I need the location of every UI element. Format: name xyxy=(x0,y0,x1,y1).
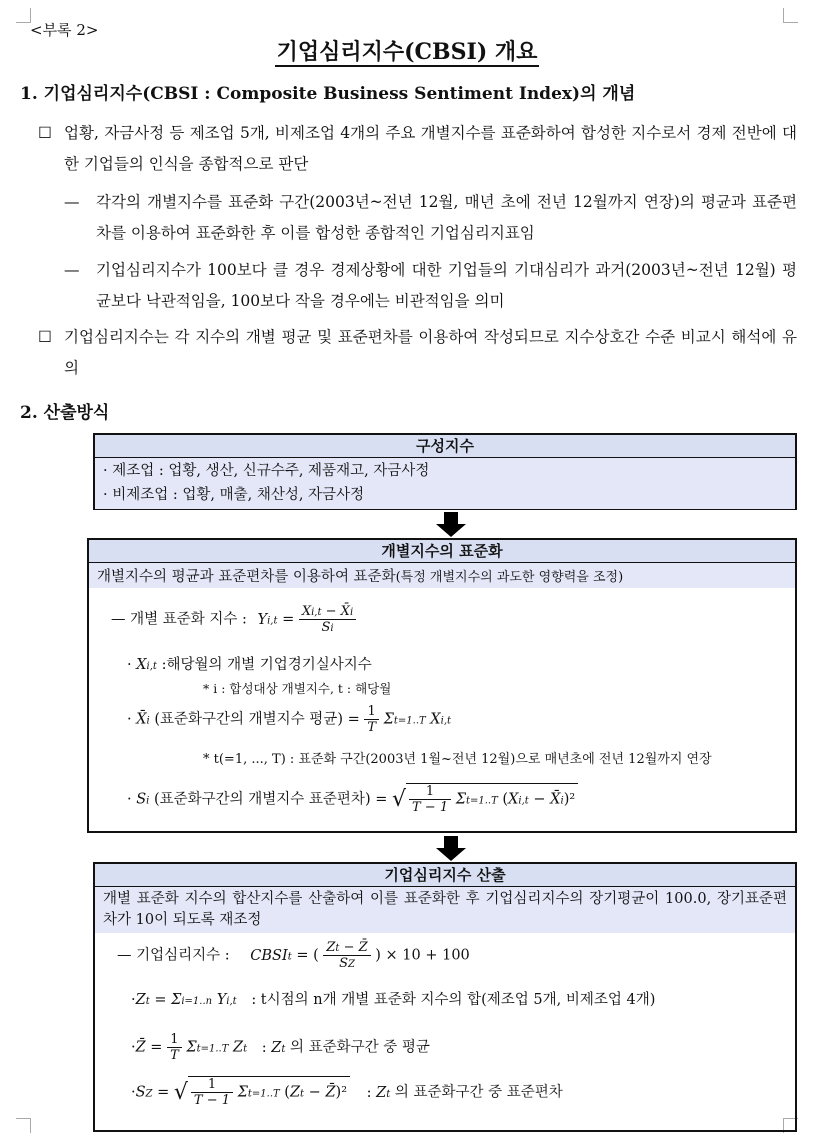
box-header: 개별지수의 표준화 xyxy=(89,540,795,563)
cbsi-calculation-box xyxy=(93,862,797,1132)
components-box xyxy=(93,433,797,510)
page-title: 기업심리지수(CBSI) 개요 xyxy=(276,39,538,65)
cbsi-formula: — 기업심리지수 : CBSIt = ( $\frac{Zt - Z̄}{SZ}$ ) × 10 + 100 xyxy=(117,940,470,971)
individual-index-formula: — 개별 표준화 지수 : Yi,t = $\frac{Xi,t - X̄i}{Si}$ xyxy=(111,604,356,635)
checkbox-bullet-icon: ☐ xyxy=(38,124,52,142)
z-definition: ·Zt = Σi=1..n Yi,t : t시점의 n개 개별 표준화 지수의 합(제조업 5개, 비제조업 4개) xyxy=(131,992,656,1008)
down-arrow-icon xyxy=(436,836,466,861)
dash-bullet: — xyxy=(64,261,80,279)
dash-bullet: — xyxy=(64,193,80,211)
x-definition: · Xi,t :해당월의 개별 기업경기실사지수 xyxy=(127,657,372,673)
bullet-paragraph xyxy=(38,322,797,384)
nonmanufacturing-line: · 비제조업 : 업황, 매출, 채산성, 자금사정 xyxy=(103,487,365,503)
paragraph-text: 각각의 개별지수를 표준화 구간(2003년~전년 12월, 매년 초에 전년 12월까지 연장)의 평균과 표준편차를 이용하여 표준화한 후 이를 합성한 종합적인 기업심리지표임 xyxy=(96,193,797,242)
corner-mark xyxy=(783,8,798,23)
appendix-label: <부록 2> xyxy=(30,21,99,39)
box-header: 기업심리지수 산출 xyxy=(95,864,795,887)
section1-heading: 1. 기업심리지수(CBSI : Composite Business Sentiment Index)의 개념 xyxy=(20,84,636,104)
checkbox-bullet-icon: ☐ xyxy=(38,328,52,346)
section2-heading: 2. 산출방식 xyxy=(20,403,110,423)
paragraph-text: 기업심리지수는 각 지수의 개별 평균 및 표준편차를 이용하여 작성되므로 지수상호간 수준 비교시 해석에 유의 xyxy=(64,328,797,377)
mean-formula: · X̄i (표준화구간의 개별지수 평균) = $\frac{1}{T}$ Σt=1..T Xi,t xyxy=(127,704,452,735)
box-description: 개별지수의 평균과 표준편차를 이용하여 표준화(특정 개별지수의 과도한 영향력을 조정) xyxy=(89,563,795,588)
standardization-box xyxy=(87,538,797,833)
box-header: 구성지수 xyxy=(95,435,795,458)
sz-definition: ·SZ = √ $\frac{1}{T - 1}$ Σt=1..T (Zt − Z̄)² : Zt 의 표준화구간 중 표준편차 xyxy=(131,1077,563,1108)
bullet-paragraph xyxy=(38,118,797,180)
zbar-definition: ·Z̄ = $\frac{1}{T}$ Σt=1..T Zt : Zt 의 표준화구간 중 평균 xyxy=(131,1032,430,1063)
corner-mark xyxy=(16,1118,31,1133)
down-arrow-icon xyxy=(436,512,466,537)
corner-mark xyxy=(16,8,31,23)
t-note: * t(=1, ..., T) : 표준화 구간(2003년 1월~전년 12월)으로 매년초에 전년 12월까지 연장 xyxy=(203,752,712,767)
paragraph-text: 업황, 자금사정 등 제조업 5개, 비제조업 4개의 주요 개별지수를 표준화하여 합성한 지수로서 경제 전반에 대한 기업들의 인식을 종합적으로 판단 xyxy=(64,124,797,173)
manufacturing-line: · 제조업 : 업황, 생산, 신규수주, 제품재고, 자금사정 xyxy=(103,463,430,479)
paragraph-text: 기업심리지수가 100보다 클 경우 경제상황에 대한 기업들의 기대심리가 과거(2003년~전년 12월) 평균보다 낙관적임을, 100보다 작을 경우에는 비관적임을 의미 xyxy=(96,261,797,310)
box-description: 개별 표준화 지수의 합산지수를 산출하여 이를 표준화한 후 기업심리지수의 장기평균이 100.0, 장기표준편차가 10이 되도록 재조정 xyxy=(95,887,795,933)
dash-paragraph xyxy=(64,187,797,249)
sd-formula: · Si (표준화구간의 개별지수 표준편차) = √ $\frac{1}{T - 1}$ Σt=1..T (Xi,t − X̄i)² xyxy=(127,783,578,815)
dash-paragraph xyxy=(64,255,797,317)
x-note: * i : 합성대상 개별지수, t : 해당월 xyxy=(203,681,392,696)
